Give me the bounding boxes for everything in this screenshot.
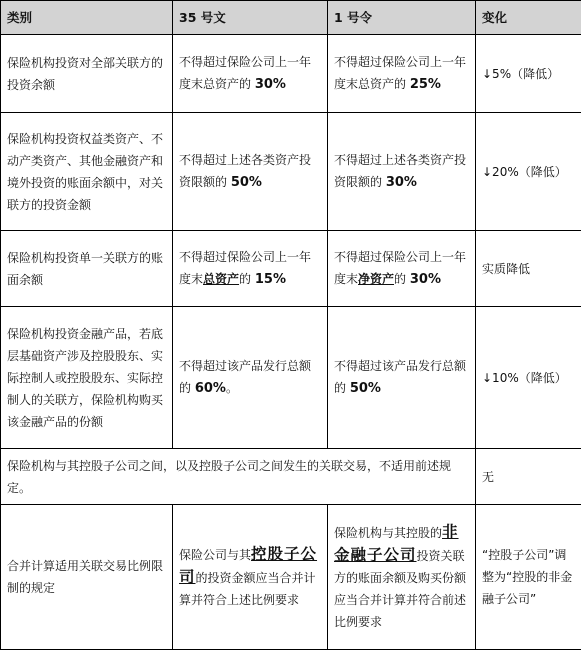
doc35-limit: 50% xyxy=(231,175,262,190)
merged-row xyxy=(1,449,581,505)
row-category: 保险机构投资权益类资产、不动产类资产、其他金融资产和境外投资的账面余额中，对关联方的投资金额 xyxy=(1,113,173,231)
row-category: 保险机构投资对全部关联方的投资余额 xyxy=(1,35,173,113)
doc35-rule: 不得超过上述各类资产投资限额的 50% xyxy=(173,113,328,231)
doc35-basis: 总资产 xyxy=(203,272,239,286)
row-category: 保险机构投资金融产品，若底层基础资产涉及控股股东、实际控制人或控股股东、实际控制人的关联方，保险机构购买该金融产品的份额 xyxy=(1,307,173,449)
table-row xyxy=(1,231,581,307)
order1-limit: 25% xyxy=(410,77,441,92)
doc35-rule: 保险公司与其控股子公司的投资金额应当合并计算并符合上述比例要求 xyxy=(173,505,328,650)
header-doc35: 35 号文 xyxy=(173,1,328,35)
table-row xyxy=(1,505,581,650)
row-category: 保险机构投资单一关联方的账面余额 xyxy=(1,231,173,307)
order1-limit: 30% xyxy=(410,272,441,287)
header-change: 变化 xyxy=(476,1,581,35)
order1-rule: 不得超过保险公司上一年度末总资产的 25% xyxy=(328,35,476,113)
change-cell: ↓20%（降低） xyxy=(476,113,581,231)
header-row xyxy=(1,1,581,35)
header-category: 类别 xyxy=(1,1,173,35)
order1-rule: 保险机构与其控股的非金融子公司投资关联方的账面余额及购买份额应当合并计算并符合前述比例要求 xyxy=(328,505,476,650)
change-cell: ↓5%（降低） xyxy=(476,35,581,113)
order1-rule: 不得超过该产品发行总额的 50% xyxy=(328,307,476,449)
table-row xyxy=(1,307,581,449)
table-row xyxy=(1,113,581,231)
header-order1: 1 号令 xyxy=(328,1,476,35)
merged-note: 保险机构与其控股子公司之间，以及控股子公司之间发生的关联交易，不适用前述规定。 xyxy=(1,449,476,505)
order1-limit: 50% xyxy=(350,381,381,396)
order1-basis: 净资产 xyxy=(358,272,394,286)
doc35-rule: 不得超过该产品发行总额的 60%。 xyxy=(173,307,328,449)
change-cell: “控股子公司”调整为“控股的非金融子公司” xyxy=(476,505,581,650)
order1-rule: 不得超过保险公司上一年度末净资产的 30% xyxy=(328,231,476,307)
doc35-key-term: 控股子公司 xyxy=(179,545,317,586)
doc35-limit: 60% xyxy=(195,381,226,396)
row-category: 合并计算适用关联交易比例限制的规定 xyxy=(1,505,173,650)
doc35-limit: 15% xyxy=(255,272,286,287)
table-row xyxy=(1,35,581,113)
order1-limit: 30% xyxy=(386,175,417,190)
doc35-rule: 不得超过保险公司上一年度末总资产的 15% xyxy=(173,231,328,307)
change-cell: 无 xyxy=(476,449,581,505)
order1-key-term: 非金融子公司 xyxy=(334,523,459,564)
change-cell: ↓10%（降低） xyxy=(476,307,581,449)
doc35-limit: 30% xyxy=(255,77,286,92)
order1-rule: 不得超过上述各类资产投资限额的 30% xyxy=(328,113,476,231)
doc35-rule: 不得超过保险公司上一年度末总资产的 30% xyxy=(173,35,328,113)
change-cell: 实质降低 xyxy=(476,231,581,307)
